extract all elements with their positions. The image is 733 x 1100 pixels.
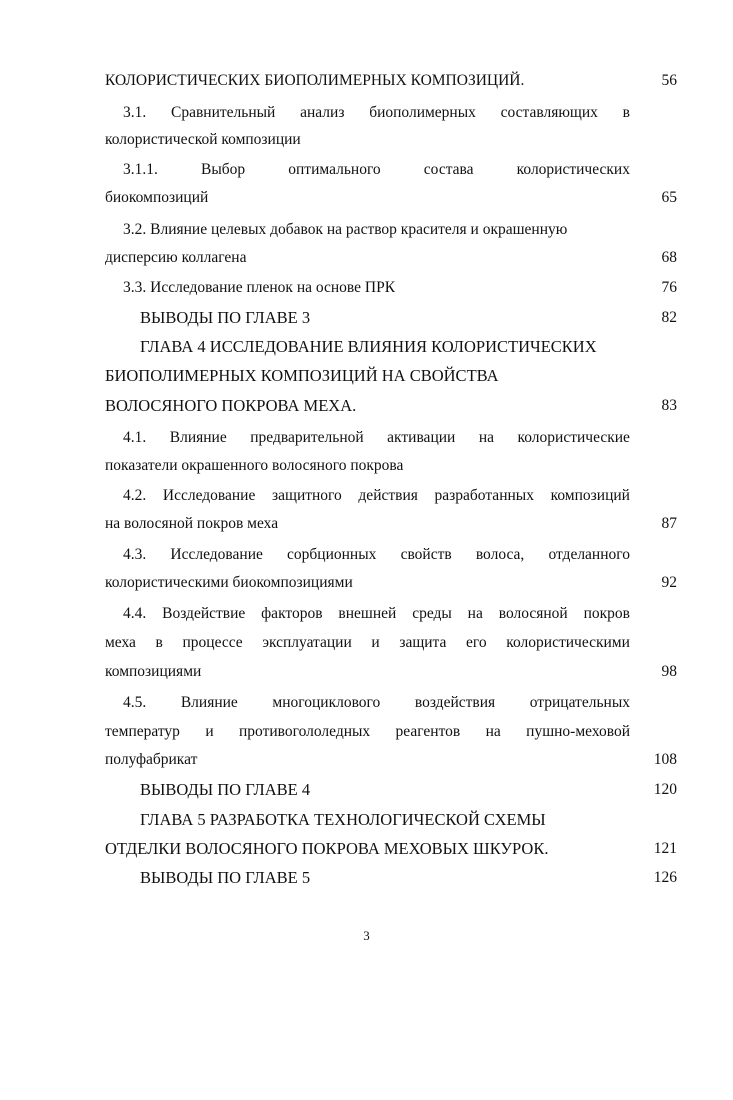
toc-entry-text: 4.4. Воздействие факторов внешней среды на волосяной покров: [123, 605, 630, 622]
toc-page-number: 121: [653, 840, 677, 857]
toc-entry-text: ВЫВОДЫ ПО ГЛАВЕ 4: [140, 780, 311, 799]
toc-page-number: 82: [661, 309, 677, 326]
toc-page-number: 68: [661, 249, 677, 266]
toc-page-number: 92: [661, 574, 677, 591]
page-number: 3: [363, 928, 370, 943]
toc-entry-text: 3.2. Влияние целевых добавок на раствор красителя и окрашенную: [123, 221, 568, 238]
toc-entry-text: ВЫВОДЫ ПО ГЛАВЕ 5: [140, 868, 311, 887]
toc-entry-text: колористической композиции: [105, 131, 301, 148]
toc-entry-text: 4.1. Влияние предварительной активации на колористические: [123, 429, 630, 446]
toc-entry-text: ВЫВОДЫ ПО ГЛАВЕ 3: [140, 308, 311, 327]
toc-entry-text: ГЛАВА 4 ИССЛЕДОВАНИЕ ВЛИЯНИЯ КОЛОРИСТИЧЕСКИХ: [140, 337, 597, 356]
toc-page-number: 87: [661, 515, 677, 532]
toc-entry-text: полуфабрикат: [105, 751, 198, 768]
toc-page-number: 56: [661, 72, 677, 89]
toc-entry-text: ОТДЕЛКИ ВОЛОСЯНОГО ПОКРОВА МЕХОВЫХ ШКУРОК.: [105, 839, 549, 858]
toc-entry-text: композициями: [105, 663, 202, 680]
toc-page-number: 98: [661, 663, 677, 680]
toc-entry-text: 3.3. Исследование пленок на основе ПРК: [123, 279, 396, 296]
toc-entry-text: 4.3. Исследование сорбционных свойств волоса, отделанного: [123, 546, 630, 563]
toc-entry-text: показатели окрашенного волосяного покрова: [105, 457, 404, 474]
toc-entry-text: на волосяной покров меха: [105, 515, 279, 532]
toc-page-number: 120: [653, 781, 677, 798]
toc-entry-text: БИОПОЛИМЕРНЫХ КОМПОЗИЦИЙ НА СВОЙСТВА: [105, 366, 499, 385]
toc-entry-text: 4.2. Исследование защитного действия разработанных композиций: [123, 487, 630, 504]
toc-entry-text: КОЛОРИСТИЧЕСКИХ БИОПОЛИМЕРНЫХ КОМПОЗИЦИЙ.: [105, 72, 525, 89]
toc-page-number: 108: [653, 751, 677, 768]
toc-page-number: 126: [653, 869, 677, 886]
toc-entry-text: биокомпозиций: [105, 189, 209, 206]
toc-entry-text: ГЛАВА 5 РАЗРАБОТКА ТЕХНОЛОГИЧЕСКОЙ СХЕМЫ: [140, 810, 546, 829]
toc-entry-text: 4.5. Влияние многоциклового воздействия отрицательных: [123, 694, 630, 711]
toc-entry-text: меха в процессе эксплуатации и защита его колористическими: [105, 634, 630, 651]
toc-entry-text: 3.1.1. Выбор оптимального состава колористических: [123, 161, 630, 178]
toc-page-number: 65: [661, 189, 677, 206]
toc-entry-text: ВОЛОСЯНОГО ПОКРОВА МЕХА.: [105, 396, 357, 415]
toc-page-number: 83: [661, 397, 677, 414]
toc-page-number: 76: [661, 279, 677, 296]
toc-entry-text: 3.1. Сравнительный анализ биополимерных составляющих в: [123, 104, 630, 121]
toc-entry-text: температур и противогололедных реагентов на пушно-меховой: [105, 723, 630, 740]
toc-entry-text: дисперсию коллагена: [105, 249, 247, 266]
toc-entry-text: колористическими биокомпозициями: [105, 574, 353, 591]
